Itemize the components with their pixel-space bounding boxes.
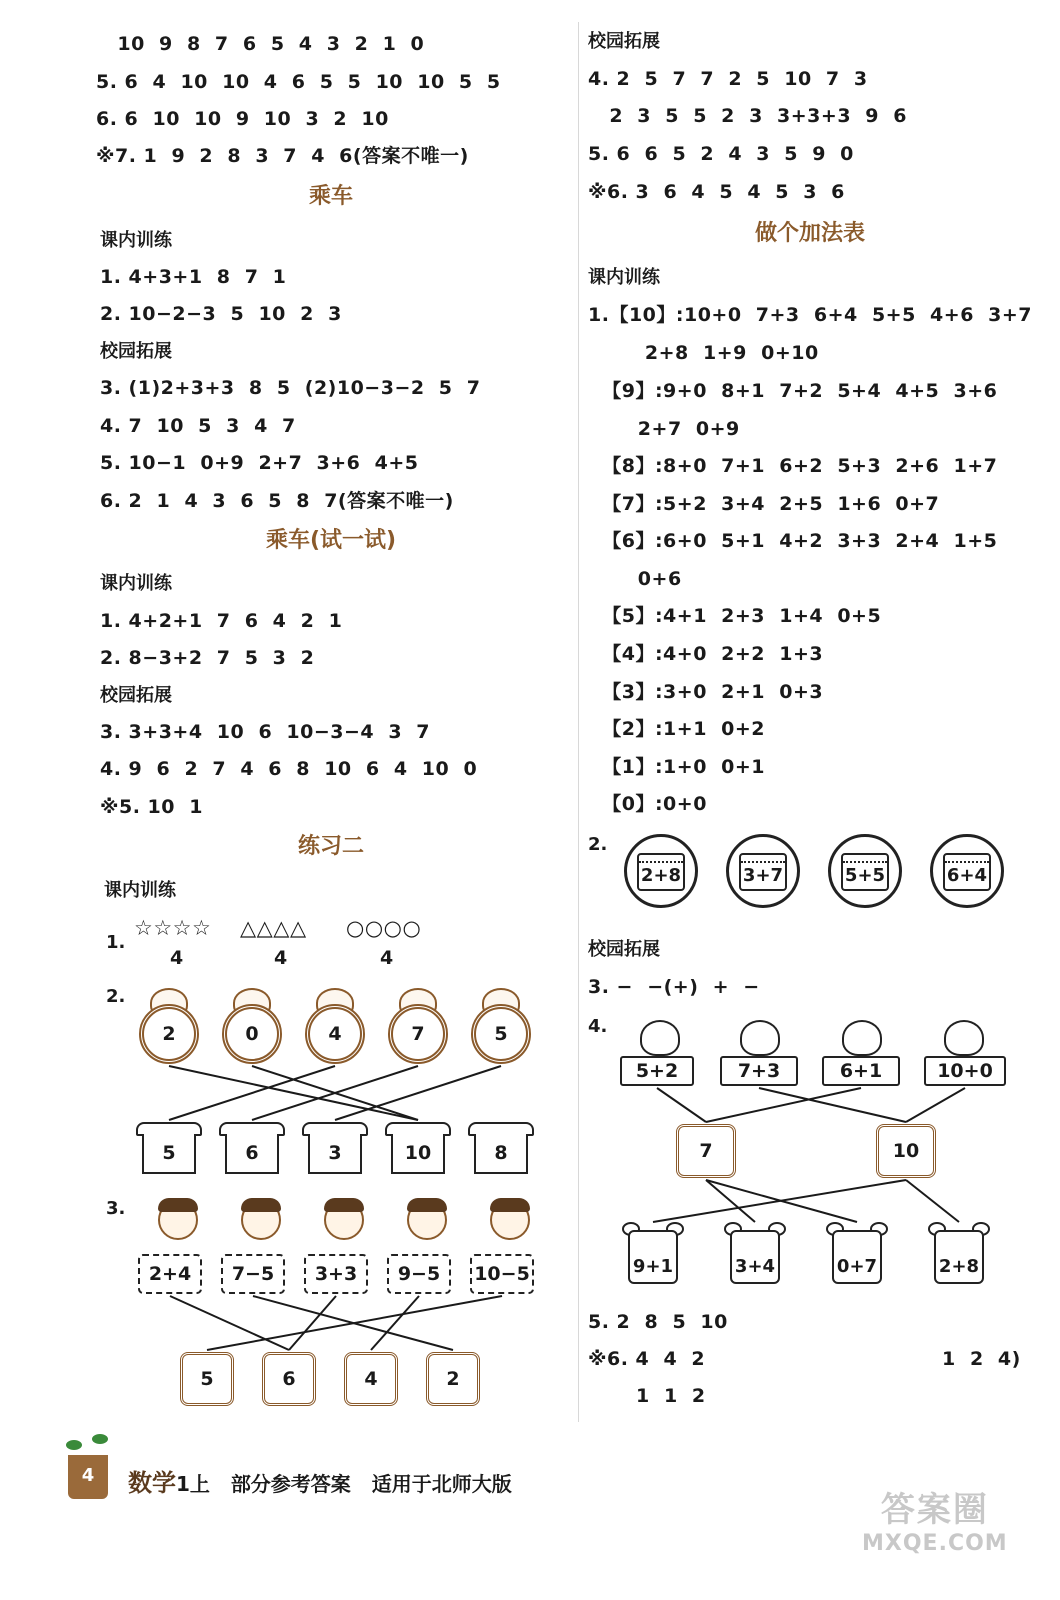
- subheading-ketang-3: 课内训练: [104, 880, 176, 901]
- table-row: 2+8 1+9 0+10: [588, 342, 819, 364]
- r-q5-line: 5. 2 8 5 10: [588, 1311, 728, 1333]
- watermark-line-2: MXQE.COM: [862, 1531, 1008, 1556]
- house-number: 10: [391, 1134, 445, 1174]
- watermark: [862, 1482, 1008, 1556]
- left-line-3: 6. 6 10 10 9 10 3 2 10: [96, 108, 389, 130]
- match-line: [653, 1180, 906, 1222]
- subheading-ketang-2: 课内训练: [100, 573, 172, 594]
- house-number: 3: [308, 1134, 362, 1174]
- table-row: 0+6: [588, 568, 682, 590]
- watermark-line-1: 答案圈: [880, 1490, 989, 1530]
- r-q6-line-b: 1 2 4): [942, 1348, 1021, 1370]
- footer-edition: 适用于北师大版: [371, 1472, 512, 1496]
- match-line: [906, 1088, 965, 1122]
- q1-count-circles: 4: [380, 947, 394, 969]
- q1-stars: ☆☆☆☆: [134, 916, 212, 940]
- footer-subject: 数学: [128, 1469, 176, 1497]
- q2-number: 2.: [106, 986, 126, 1007]
- section-title-addition-table: 做个加法表: [754, 221, 865, 246]
- table-row: 2+7 0+9: [588, 418, 740, 440]
- s2-line-5: ※5. 10 1: [100, 796, 203, 818]
- table-row: 【4】:4+0 2+2 1+3: [588, 643, 824, 665]
- r-q4-number: 4.: [588, 1016, 608, 1037]
- s1-line-3: 3. (1)2+3+3 8 5 (2)10−3−2 5 7: [100, 377, 481, 399]
- dog-sum: 9+1: [632, 1256, 674, 1277]
- dog-sum: 2+8: [938, 1256, 980, 1277]
- r-top-line-4: ※6. 3 6 4 5 4 5 3 6: [588, 181, 845, 203]
- left-line-4: ※7. 1 9 2 8 3 7 4 6(答案不唯一): [96, 145, 469, 167]
- q1-count-triangles: 4: [274, 947, 288, 969]
- s2-line-4: 4. 9 6 2 7 4 6 8 10 6 4 10 0: [100, 758, 478, 780]
- table-row: 【8】:8+0 7+1 6+2 5+3 2+6 1+7: [588, 455, 998, 477]
- answer-frame: 5: [180, 1352, 234, 1406]
- table-row: 【7】:5+2 3+4 2+5 1+6 0+7: [588, 493, 940, 515]
- s1-line-2: 2. 10−2−3 5 10 2 3: [100, 303, 342, 325]
- s1-line-5: 5. 10−1 0+9 2+7 3+6 4+5: [100, 452, 419, 474]
- kid-card: 9−5: [387, 1254, 451, 1294]
- page-number: 4: [81, 1465, 95, 1486]
- match-line: [289, 1296, 336, 1350]
- r-top-line-2: 2 3 5 5 2 3 3+3+3 9 6: [588, 105, 907, 127]
- plant-leaf-icon: [66, 1440, 82, 1450]
- answer-frame: 2: [426, 1352, 480, 1406]
- subheading-xiaoyuan-r2: 校园拓展: [588, 939, 660, 960]
- s1-line-1: 1. 4+3+1 8 7 1: [100, 266, 287, 288]
- match-line: [169, 1066, 335, 1120]
- subheading-ketang: 课内训练: [100, 230, 172, 251]
- s2-line-3: 3. 3+3+4 10 6 10−3−4 3 7: [100, 721, 431, 743]
- wreath-number: 0: [222, 1004, 282, 1064]
- wreath-number: 5: [471, 1004, 531, 1064]
- table-row: 【1】:1+0 0+1: [588, 756, 765, 778]
- table-row: 【3】:3+0 2+1 0+3: [588, 681, 824, 703]
- section-title-cheche-try: 乘车(试一试): [265, 528, 397, 553]
- s1-line-6: 6. 2 1 4 3 6 5 8 7(答案不唯一): [100, 490, 454, 512]
- match-line: [169, 1066, 418, 1120]
- q1-circles: ○○○○: [346, 916, 422, 940]
- house-number: 5: [142, 1134, 196, 1174]
- r-q6-line-a: ※6. 4 4 2: [588, 1348, 706, 1370]
- r-q3-line: 3. − −(+) + −: [588, 976, 760, 998]
- page-number-pot: [68, 1455, 108, 1499]
- dog-sum: 3+4: [734, 1256, 776, 1277]
- q1-triangles: △△△△: [240, 916, 307, 940]
- s1-line-4: 4. 7 10 5 3 4 7: [100, 415, 296, 437]
- subheading-ketang-r: 课内训练: [588, 267, 660, 288]
- kid-card: 7−5: [221, 1254, 285, 1294]
- calendar-sum: 6+4: [946, 865, 988, 886]
- left-line-1: 10 9 8 7 6 5 4 3 2 1 0: [96, 33, 425, 55]
- girl-sign: 5+2: [620, 1056, 694, 1086]
- house-number: 6: [225, 1134, 279, 1174]
- match-line: [371, 1296, 419, 1350]
- calendar-sum: 5+5: [844, 865, 886, 886]
- answer-frame: 10: [876, 1124, 936, 1178]
- table-row: 【6】:6+0 5+1 4+2 3+3 2+4 1+5: [588, 530, 998, 552]
- left-line-2: 5. 6 4 10 10 4 6 5 5 10 10 5 5: [96, 71, 501, 93]
- s2-line-1: 1. 4+2+1 7 6 4 2 1: [100, 610, 343, 632]
- match-line: [657, 1088, 706, 1122]
- r-top-line-1: 4. 2 5 7 7 2 5 10 7 3: [588, 68, 868, 90]
- calendar-sum: 2+8: [640, 865, 682, 886]
- footer-desc: 部分参考答案: [230, 1472, 351, 1496]
- q1-count-stars: 4: [170, 947, 184, 969]
- wreath-number: 4: [305, 1004, 365, 1064]
- table-row: 1.【10】:10+0 7+3 6+4 5+5 4+6 3+7: [588, 304, 1033, 326]
- plant-leaf-icon: [92, 1434, 108, 1444]
- girl-sign: 10+0: [924, 1056, 1006, 1086]
- r-top-line-3: 5. 6 6 5 2 4 3 5 9 0: [588, 143, 854, 165]
- dog-sum: 0+7: [836, 1256, 878, 1277]
- answer-frame: 7: [676, 1124, 736, 1178]
- house-number: 8: [474, 1134, 528, 1174]
- match-line: [207, 1296, 502, 1350]
- table-row: 【5】:4+1 2+3 1+4 0+5: [588, 605, 882, 627]
- subheading-xiaoyuan-2: 校园拓展: [100, 685, 172, 706]
- q1-number: 1.: [106, 932, 126, 953]
- table-row: 【0】:0+0: [588, 793, 707, 815]
- girl-sign: 6+1: [822, 1056, 900, 1086]
- section-title-cheche: 乘车: [308, 184, 353, 209]
- match-line: [170, 1296, 289, 1350]
- s2-line-2: 2. 8−3+2 7 5 3 2: [100, 647, 315, 669]
- q3-number: 3.: [106, 1198, 126, 1219]
- wreath-number: 2: [139, 1004, 199, 1064]
- table-row: 【2】:1+1 0+2: [588, 718, 765, 740]
- footer-title: [128, 1463, 512, 1498]
- girl-sign: 7+3: [720, 1056, 798, 1086]
- r-q2-number: 2.: [588, 834, 608, 855]
- subheading-xiaoyuan-r1: 校园拓展: [588, 31, 660, 52]
- kid-card: 2+4: [138, 1254, 202, 1294]
- subheading-xiaoyuan: 校园拓展: [100, 341, 172, 362]
- wreath-number: 7: [388, 1004, 448, 1064]
- answer-frame: 4: [344, 1352, 398, 1406]
- table-row: 【9】:9+0 8+1 7+2 5+4 4+5 3+6: [588, 380, 998, 402]
- calendar-sum: 3+7: [742, 865, 784, 886]
- kid-card: 10−5: [470, 1254, 534, 1294]
- footer-grade: 1上: [176, 1472, 210, 1496]
- kid-card: 3+3: [304, 1254, 368, 1294]
- match-line: [906, 1180, 959, 1222]
- section-title-lianxi: 练习二: [297, 834, 364, 859]
- match-line: [335, 1066, 501, 1120]
- r-q6-line-c: 1 1 2: [636, 1385, 706, 1407]
- answer-frame: 6: [262, 1352, 316, 1406]
